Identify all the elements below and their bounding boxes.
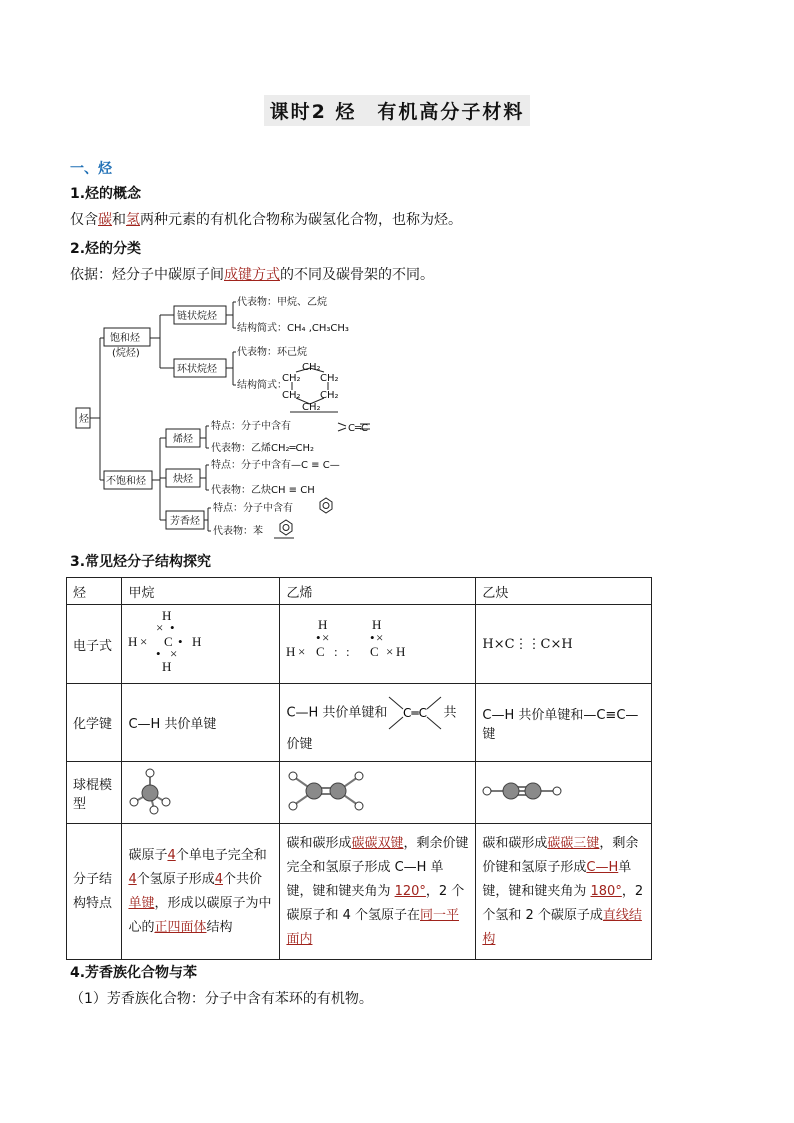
svg-text:•: • — [178, 634, 183, 649]
methane-features: 碳原子4个单电子完全和4个氢原子形成4个共价单键，形成以碳原子为中心的正四面体结构 — [122, 824, 280, 960]
svg-text::: : — [346, 644, 351, 659]
table-row — [67, 762, 652, 824]
table-row — [67, 605, 652, 684]
tree-aromatic: 芳香烃 — [170, 516, 200, 527]
methane-ball-stick-model — [122, 762, 280, 824]
svg-text:H: H — [372, 617, 382, 632]
table-row — [67, 824, 652, 960]
tree-chain-alkane: 链状烷烃 — [177, 311, 217, 322]
svg-text::: : — [334, 644, 339, 659]
ring-ch2: CH₂ — [282, 390, 301, 401]
tree-aromatic-rep: 代表物：苯 — [213, 526, 263, 537]
svg-text:•: • — [156, 646, 161, 661]
section-heading: 一、烃 — [70, 161, 112, 177]
ring-ch2: CH₂ — [302, 402, 321, 413]
acetylene-ball-stick-model — [476, 762, 652, 824]
svg-text:H: H — [318, 617, 328, 632]
row-label: 电子式 — [67, 605, 122, 684]
tree-alkyne-feature: 特点：分子中含有—C ≡ C— — [211, 460, 340, 471]
svg-text:H: H — [128, 634, 138, 649]
paragraph-aromatic: （1）芳香族化合物：分子中含有苯环的有机物。 — [70, 991, 373, 1007]
ring-ch2: CH₂ — [320, 390, 339, 401]
svg-text:C═C: C═C — [403, 706, 428, 720]
table-row — [67, 578, 652, 605]
heading-concept: 1.烃的概念 — [70, 186, 142, 202]
tree-saturated: 饱和烃 — [110, 333, 140, 344]
svg-text:H: H — [396, 644, 406, 659]
svg-text:×: × — [170, 646, 178, 661]
svg-text:C: C — [316, 644, 326, 659]
tree-unsaturated: 不饱和烃 — [106, 476, 146, 487]
row-label: 分子结构特点 — [67, 824, 122, 960]
table-header: 乙炔 — [476, 578, 652, 605]
table-row — [67, 684, 652, 762]
svg-text:×: × — [298, 644, 306, 659]
tree-alkyne: 炔烃 — [173, 474, 193, 485]
svg-text:×: × — [376, 630, 384, 645]
table-header: 甲烷 — [122, 578, 280, 605]
tree-saturated-sub: (烷烃) — [112, 348, 140, 359]
svg-text:H: H — [162, 608, 172, 623]
acetylene-features: 碳和碳形成碳碳三键，剩余价键和氢原子形成C—H单键，键和键夹角为 180°，2 个氢和 2 个碳原子成直线结构 — [476, 824, 652, 960]
structure-table — [66, 577, 652, 960]
row-label: 化学键 — [67, 684, 122, 762]
svg-text:H: H — [192, 634, 202, 649]
heading-aromatic: 4.芳香族化合物与苯 — [70, 965, 198, 981]
ring-ch2: CH₂ — [282, 373, 301, 384]
table-header: 烃 — [67, 578, 122, 605]
acetylene-bond: C—H 共价单键和—C≡C—键 — [476, 684, 652, 762]
ring-ch2: CH₂ — [302, 362, 321, 373]
svg-text:•: • — [170, 620, 175, 635]
paragraph-concept: 仅含碳和氢两种元素的有机化合物称为碳氢化合物，也称为烃。 — [70, 212, 462, 228]
tree-alkene-feature: 特点：分子中含有 — [211, 421, 291, 432]
ethylene-features: 碳和碳形成碳碳双键，剩余价键完全和氢原子形成 C—H 单键，键和键夹角为 120°，2 个碳原子和 4 个氢原子在同一平面内 — [280, 824, 476, 960]
tree-ring-rep: 代表物：环己烷 — [237, 347, 307, 358]
table-header: 乙烯 — [280, 578, 476, 605]
ethylene-ball-stick-model — [280, 762, 476, 824]
ethylene-bond: C—H 共价单键和 C═C 共 价键 — [280, 684, 476, 762]
svg-text:C: C — [370, 644, 380, 659]
tree-ring-alkane: 环状烷烃 — [177, 364, 217, 375]
tree-alkyne-rep: 代表物：乙炔CH ≡ CH — [211, 485, 315, 496]
svg-text:H: H — [162, 659, 172, 674]
classification-tree — [70, 290, 370, 540]
methane-electron-formula — [122, 605, 280, 684]
svg-text:×: × — [386, 644, 394, 659]
svg-text:•: • — [316, 630, 321, 645]
svg-text:×: × — [322, 630, 330, 645]
heading-structure: 3.常见烃分子结构探究 — [70, 554, 212, 570]
svg-text:H: H — [286, 644, 296, 659]
row-label: 球棍模型 — [67, 762, 122, 824]
svg-text:C: C — [164, 634, 174, 649]
tree-chain-formula: 结构简式：CH₄ ,CH₃CH₃ — [237, 323, 349, 334]
ethylene-electron-formula — [280, 605, 476, 684]
tree-alkene: 烯烃 — [173, 434, 193, 445]
methane-bond: C—H 共价单键 — [122, 684, 280, 762]
tree-alkene-rep: 代表物：乙烯CH₂═CH₂ — [211, 443, 315, 454]
svg-text:×: × — [156, 620, 164, 635]
tree-root: 烃 — [79, 414, 89, 425]
acetylene-electron-formula: H⨯C⋮⋮C⨯H — [476, 605, 652, 684]
page-title: 课时2 烃 有机高分子材料 — [0, 95, 794, 126]
tree-ring-formula: 结构简式： — [237, 380, 287, 391]
svg-text:C═C: C═C — [348, 423, 368, 434]
paragraph-basis: 依据：烃分子中碳原子间成键方式的不同及碳骨架的不同。 — [70, 267, 434, 283]
svg-text:•: • — [370, 630, 375, 645]
tree-aromatic-feature: 特点：分子中含有 — [213, 503, 293, 514]
ring-ch2: CH₂ — [320, 373, 339, 384]
tree-chain-rep: 代表物：甲烷、乙烷 — [237, 297, 327, 308]
svg-text:×: × — [140, 634, 148, 649]
heading-classification: 2.烃的分类 — [70, 241, 142, 257]
